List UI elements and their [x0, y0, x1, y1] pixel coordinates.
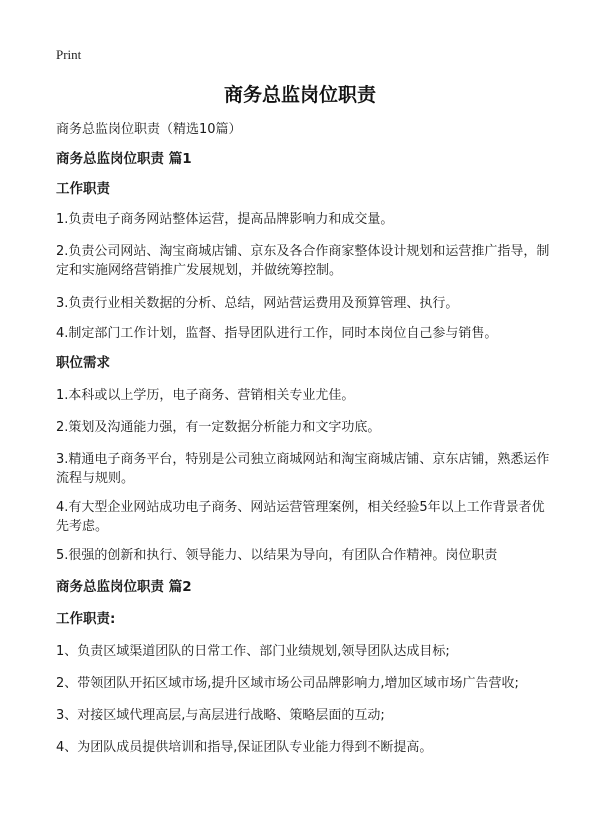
- section1-duties-heading: 工作职责: [56, 181, 110, 197]
- page-title: 商务总监岗位职责: [223, 84, 376, 106]
- section2-duty-1: 1、负责区域渠道团队的日常工作、部门业绩规划,领导团队达成目标;: [56, 644, 450, 659]
- intro-line: 商务总监岗位职责（精选10篇）: [56, 122, 242, 137]
- print-label: Print: [56, 47, 82, 62]
- section2-duties-heading: 工作职责:: [56, 611, 116, 627]
- section1-req-4: 4.有大型企业网站成功电子商务、网站运营管理案例，相关经验5年以上工作背景者优先考虑。: [56, 500, 545, 534]
- section1-duty-4: 4.制定部门工作计划，监督、指导团队进行工作，同时本岗位自己参与销售。: [56, 326, 498, 341]
- section1-req-heading: 职位需求: [56, 355, 110, 371]
- section2-duty-2: 2、带领团队开拓区域市场,提升区域市场公司品牌影响力,增加区域市场广告营收;: [56, 676, 519, 691]
- section1-req-2: 2.策划及沟通能力强，有一定数据分析能力和文字功底。: [56, 420, 381, 435]
- section1-req-5: 5.很强的创新和执行、领导能力、以结果为导向，有团队合作精神。岗位职责: [56, 548, 498, 563]
- section1-duty-1: 1.负责电子商务网站整体运营，提高品牌影响力和成交量。: [56, 212, 394, 227]
- section1-duty-2: 2.负责公司网站、淘宝商城店铺、京东及各合作商家整体设计规划和运营推广指导，制定和实施网络营销推广发展规划，并做统筹控制。: [56, 244, 550, 278]
- section1-req-3: 3.精通电子商务平台，特别是公司独立商城网站和淘宝商城店铺、京东店铺，熟悉运作流程与规则。: [56, 452, 550, 486]
- section1-duty-3: 3.负责行业相关数据的分析、总结，网站营运费用及预算管理、执行。: [56, 296, 459, 311]
- section1-title: 商务总监岗位职责 篇1: [56, 151, 192, 167]
- section1-req-1: 1.本科或以上学历，电子商务、营销相关专业尤佳。: [56, 388, 355, 403]
- section2-title: 商务总监岗位职责 篇2: [56, 579, 192, 595]
- section2-duty-4: 4、为团队成员提供培训和指导,保证团队专业能力得到不断提高。: [56, 740, 433, 755]
- section2-duty-3: 3、对接区域代理高层,与高层进行战略、策略层面的互动;: [56, 708, 385, 723]
